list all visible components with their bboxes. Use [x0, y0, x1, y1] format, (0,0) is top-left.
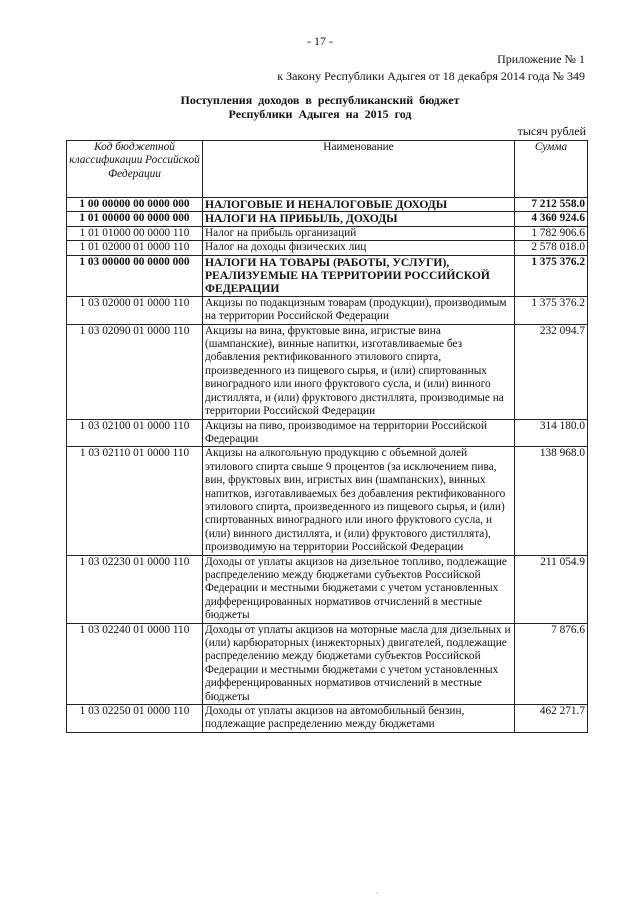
revenue-table — [66, 140, 588, 733]
row-sum: 211 054.9 — [515, 555, 588, 623]
law-reference: к Закону Республики Адыгея от 18 декабря 2014 года № 349 — [277, 69, 585, 83]
row-name: НАЛОГИ НА ПРИБЫЛЬ, ДОХОДЫ — [203, 212, 515, 226]
table-row — [67, 447, 588, 555]
row-code: 1 01 00000 00 0000 000 — [67, 212, 203, 226]
row-code: 1 03 02000 01 0000 110 — [67, 296, 203, 324]
table-row — [67, 255, 588, 296]
page-number: - 17 - — [307, 34, 333, 48]
table-row — [67, 419, 588, 447]
row-sum: 1 375 376.2 — [515, 255, 588, 296]
row-sum: 4 360 924.6 — [515, 212, 588, 226]
row-sum: 314 180.0 — [515, 419, 588, 447]
row-name: Налог на доходы физических лиц — [203, 241, 515, 255]
row-name: НАЛОГОВЫЕ И НЕНАЛОГОВЫЕ ДОХОДЫ — [203, 198, 515, 212]
row-name: НАЛОГИ НА ТОВАРЫ (РАБОТЫ, УСЛУГИ), РЕАЛИЗУЕМЫЕ НА ТЕРРИТОРИИ РОССИЙСКОЙ ФЕДЕРАЦИИ — [203, 255, 515, 296]
row-sum: 1 375 376.2 — [515, 296, 588, 324]
document-title — [0, 93, 640, 121]
row-name: Доходы от уплаты акцизов на автомобильный бензин, подлежащие распределению между бюджетами — [203, 705, 515, 733]
row-sum: 232 094.7 — [515, 324, 588, 419]
table-row — [67, 623, 588, 704]
table-row — [67, 198, 588, 212]
row-name: Акцизы по подакцизным товарам (продукции), производимым на территории Российской Федерации — [203, 296, 515, 324]
row-code: 1 00 00000 00 0000 000 — [67, 198, 203, 212]
table-body — [67, 198, 588, 733]
table-row — [67, 555, 588, 623]
row-name: Налог на прибыль организаций — [203, 226, 515, 240]
row-code: 1 03 02100 01 0000 110 — [67, 419, 203, 447]
table-header-row — [67, 141, 588, 198]
row-code: 1 03 02090 01 0000 110 — [67, 324, 203, 419]
column-header-code: Код бюджетной классификации Российской Федерации — [67, 141, 203, 198]
row-sum: 462 271.7 — [515, 705, 588, 733]
scan-mark: · — [376, 889, 379, 898]
table-row — [67, 296, 588, 324]
row-sum: 7 876.6 — [515, 623, 588, 704]
appendix-label: Приложение № 1 — [497, 52, 585, 66]
row-code: 1 03 02230 01 0000 110 — [67, 555, 203, 623]
row-name: Доходы от уплаты акцизов на дизельное топливо, подлежащие распределению между бюджетами субъектов Российской Федерации и местными бюджетами с учетом установленных дифференцированных нормативов отчислений в местные бюджеты — [203, 555, 515, 623]
row-code: 1 03 02250 01 0000 110 — [67, 705, 203, 733]
row-name: Акцизы на алкогольную продукцию с объемной долей этилового спирта свыше 9 процентов (за исключением пива, вин, фруктовых вин, игристых вин (шампанских), винных напитков, изготавливаемых без добавления ректификованного этилового спирта, произведенного из пищевого сырья, и (или) спиртованных виноградного или иного фруктового сусла, и (или) винного дистиллята, и (или) фруктового дистиллята), производимую на территории Российской Федерации — [203, 447, 515, 555]
row-code: 1 03 02110 01 0000 110 — [67, 447, 203, 555]
row-sum: 7 212 558.0 — [515, 198, 588, 212]
row-name: Акцизы на вина, фруктовые вина, игристые вина (шампанские), винные напитки, изготавливаемые без добавления ректификованного этилового спирта, произведенного из пищевого сырья, и (или) спиртованных виноградного или иного фруктового сусла, и (или) винного дистиллята, и (или) фруктового дистиллята, производимые на территории Российской Федерации — [203, 324, 515, 419]
table-row — [67, 324, 588, 419]
table-row — [67, 241, 588, 255]
table-row — [67, 705, 588, 733]
column-header-sum: Сумма — [515, 141, 588, 198]
row-code: 1 01 02000 01 0000 110 — [67, 241, 203, 255]
title-line-1: Поступления доходов в республиканский бюджет — [180, 93, 460, 107]
table-row — [67, 212, 588, 226]
row-sum: 1 782 906.6 — [515, 226, 588, 240]
row-name: Доходы от уплаты акцизов на моторные масла для дизельных и (или) карбюраторных (инжекторных) двигателей, подлежащие распределению между бюджетами субъектов Российской Федерации и местными бюджетами с учетом установленных дифференцированных нормативов отчислений в местные бюджеты — [203, 623, 515, 704]
row-sum: 2 578 018.0 — [515, 241, 588, 255]
units-label: тысяч рублей — [517, 124, 586, 138]
row-sum: 138 968.0 — [515, 447, 588, 555]
row-name: Акцизы на пиво, производимое на территории Российской Федерации — [203, 419, 515, 447]
column-header-name: Наименование — [203, 141, 515, 198]
row-code: 1 01 01000 00 0000 110 — [67, 226, 203, 240]
row-code: 1 03 00000 00 0000 000 — [67, 255, 203, 296]
table-row — [67, 226, 588, 240]
row-code: 1 03 02240 01 0000 110 — [67, 623, 203, 704]
title-line-2: Республики Адыгея на 2015 год — [228, 107, 412, 121]
